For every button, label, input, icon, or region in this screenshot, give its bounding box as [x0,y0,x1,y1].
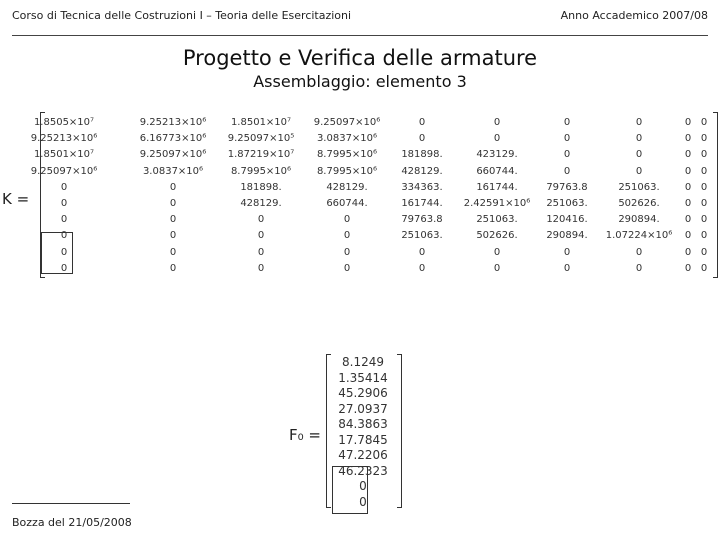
matrix-k-cell: 0 [635,117,643,128]
matrix-k-cell: 0 [60,230,68,242]
matrix-k-cell: 0 [169,246,177,258]
matrix-k-cell: 0 [343,262,351,274]
matrix-k-cell: 0 [343,214,351,226]
matrix-k-cell: 79763.8 [401,214,443,226]
matrix-k-cell: 0 [563,133,571,145]
matrix-k-cell: 428129. [240,198,282,209]
matrix-k-cell: 0 [700,230,708,242]
matrix-k-cell: 161744. [476,181,518,193]
matrix-k-cell: 423129. [476,149,518,161]
matrix-k-cell: 2.42591×10⁶ [463,198,531,209]
matrix-k-cell: 0 [169,230,177,242]
matrix-k-cell: 9.25097×10⁶ [30,165,98,177]
header-divider [12,35,708,36]
matrix-k-cell: 9.25213×10⁶ [139,117,207,128]
matrix-k-cell: 0 [635,262,643,274]
matrix-k-cell: 8.7995×10⁶ [230,165,292,177]
vector-f0-cell: 27.0937 [338,401,388,416]
vector-f0-cell: 17.7845 [338,432,388,447]
matrix-k-cell: 0 [257,230,265,242]
matrix-k-cell: 181898. [401,149,443,161]
matrix-k-cell: 0 [418,117,426,128]
matrix-k-cell: 290894. [546,230,588,242]
vector-f0-label: F₀ = [289,426,321,444]
matrix-k-cell: 1.87219×10⁷ [227,149,295,161]
vector-f0-cell: 0 [359,494,367,509]
matrix-k-cell: 1.8505×10⁷ [33,117,95,128]
matrix-k-cell: 660744. [476,165,518,177]
matrix-k-cell: 0 [684,133,692,145]
matrix-k-cell: 0 [169,214,177,226]
matrix-k-cell: 0 [684,246,692,258]
matrix-k-cell: 0 [493,246,501,258]
slide-title: Progetto e Verifica delle armature [182,46,538,70]
matrix-k-cell: 0 [60,262,68,274]
matrix-k-cell: 0 [418,246,426,258]
matrix-k-cell: 0 [563,149,571,161]
course-header: Corso di Tecnica delle Costruzioni I – Teoria delle Esercitazioni [12,9,352,22]
matrix-k-cell: 0 [700,149,708,161]
matrix-k-cell: 251063. [401,230,443,242]
matrix-k-cell: 0 [418,133,426,145]
matrix-k-cell: 0 [563,117,571,128]
matrix-k-cell: 9.25097×10⁶ [139,149,207,161]
matrix-k-cell: 0 [563,262,571,274]
matrix-k-cell: 0 [257,214,265,226]
vector-f0-cell: 8.1249 [342,355,384,369]
draft-date: Bozza del 21/05/2008 [12,516,132,529]
vector-f0-cell: 47.2206 [338,448,388,462]
matrix-k-label: K = [2,190,30,208]
vector-f0-cell: 0 [359,479,367,493]
load-vector [322,350,404,512]
matrix-k-cell: 0 [60,214,68,226]
matrix-k-cell: 181898. [240,181,282,193]
matrix-k-cell: 660744. [326,198,368,209]
matrix-k-cell: 0 [700,246,708,258]
matrix-k-cell: 1.07224×10⁶ [605,230,673,242]
matrix-k-cell: 251063. [546,198,588,209]
footer-divider [12,503,130,504]
matrix-k-cell: 0 [169,262,177,274]
matrix-k-cell: 0 [60,246,68,258]
matrix-k-cell: 0 [169,181,177,193]
matrix-k-cell: 9.25097×10⁶ [313,117,381,128]
matrix-k-cell: 0 [169,198,177,209]
matrix-k-cell: 0 [257,262,265,274]
matrix-k-cell: 0 [563,165,571,177]
matrix-k-cell: 0 [343,246,351,258]
matrix-k-cell: 251063. [476,214,518,226]
matrix-k-cell: 0 [684,165,692,177]
matrix-k-cell: 0 [635,246,643,258]
matrix-k-cell: 0 [257,246,265,258]
vector-f0-cell: 46.2323 [338,463,388,478]
matrix-k-cell: 1.8501×10⁷ [230,117,292,128]
matrix-k-cell: 0 [418,262,426,274]
matrix-k-cell: 0 [493,117,501,128]
matrix-k-cell: 8.7995×10⁶ [316,165,378,177]
matrix-k-cell: 120416. [546,214,588,226]
matrix-k-cell: 0 [684,181,692,193]
matrix-k-cell: 0 [60,181,68,193]
matrix-k-cell: 9.25097×10⁵ [227,133,295,145]
matrix-k-cell: 334363. [401,181,443,193]
matrix-k-cell: 0 [700,262,708,274]
matrix-k-cell: 0 [493,133,501,145]
matrix-k-cell: 1.8501×10⁷ [33,149,95,161]
matrix-k-cell: 3.0837×10⁶ [316,133,378,145]
academic-year: Anno Accademico 2007/08 [560,9,708,22]
matrix-k-cell: 9.25213×10⁶ [30,133,98,145]
matrix-k-cell: 161744. [401,198,443,209]
matrix-k-cell: 79763.8 [546,181,588,193]
matrix-k-cell: 0 [635,149,643,161]
slide-subtitle: Assemblaggio: elemento 3 [253,72,467,91]
matrix-k-cell: 0 [700,181,708,193]
vector-f0-cell: 84.3863 [338,417,388,431]
stiffness-matrix [30,112,720,278]
matrix-k-cell: 290894. [618,214,660,226]
matrix-k-cell: 502626. [476,230,518,242]
matrix-k-cell: 8.7995×10⁶ [316,149,378,161]
matrix-k-cell: 0 [684,262,692,274]
matrix-k-cell: 502626. [618,198,660,209]
matrix-k-cell: 0 [493,262,501,274]
matrix-k-cell: 0 [684,117,692,128]
matrix-k-cell: 0 [343,230,351,242]
matrix-k-cell: 0 [700,117,708,128]
matrix-k-cell: 0 [563,246,571,258]
matrix-k-cell: 0 [684,214,692,226]
matrix-k-cell: 428129. [401,165,443,177]
matrix-k-cell: 0 [700,133,708,145]
matrix-k-cell: 6.16773×10⁶ [139,133,207,145]
matrix-k-cell: 0 [700,198,708,209]
matrix-k-cell: 428129. [326,181,368,193]
matrix-k-cell: 3.0837×10⁶ [142,165,204,177]
matrix-k-cell: 0 [684,230,692,242]
matrix-k-cell: 0 [635,165,643,177]
matrix-k-cell: 0 [684,149,692,161]
matrix-k-cell: 0 [684,198,692,209]
vector-f0-cell: 45.2906 [338,386,388,400]
matrix-k-cell: 0 [700,165,708,177]
matrix-k-cell: 0 [635,133,643,145]
vector-f0-cell: 1.35414 [338,370,388,385]
matrix-k-cell: 0 [60,198,68,209]
matrix-k-cell: 251063. [618,181,660,193]
matrix-k-cell: 0 [700,214,708,226]
